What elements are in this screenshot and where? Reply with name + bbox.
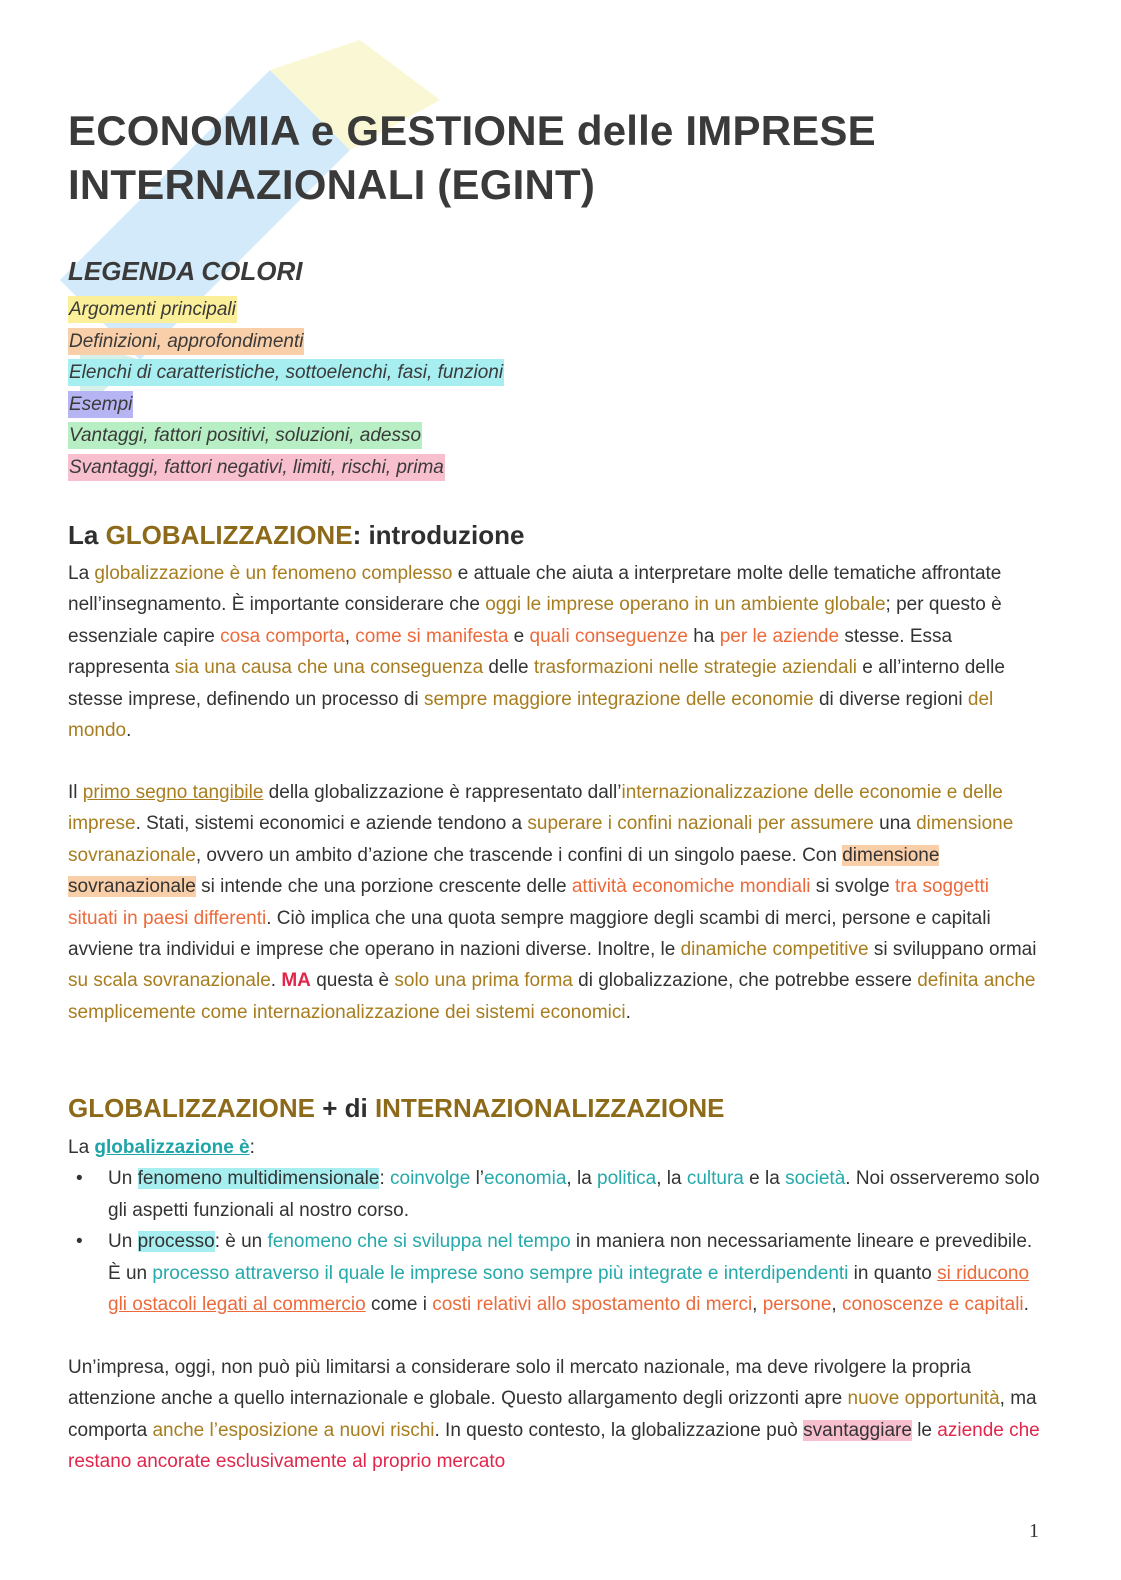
legend-item: Esempi bbox=[68, 389, 504, 421]
paragraph-opportunities: Un’impresa, oggi, non può più limitarsi a considerare solo il mercato nazionale, ma deve rivolgere la propria attenzione anche a quello internazionale e globale. Questo allargamento degli orizzonti apre nuove opportunità, ma comporta anche l’esposizione a nuovi rischi. In questo contesto, la globalizzazione può svantaggiare le aziende che restano ancorate esclusivamente al proprio mercato bbox=[68, 1357, 1040, 1473]
page-number: 1 bbox=[1029, 1520, 1039, 1542]
section-heading-globalization: GLOBALIZZAZIONE + di INTERNAZIONALIZZAZIONE bbox=[68, 1093, 725, 1123]
paragraph-internationalization: Il primo segno tangibile della globalizzazione è rappresentato dall’internazionalizzazione delle economie e delle imprese. Stati, sistemi economici e aziende tendono a superare i confini nazionali per assumere una dimensione sovranazionale, ovvero un ambito d’azione che trascende i confini di un singolo paese. Con dimensione sovranazionale si intende che una porzione crescente delle attività economiche mondiali si svolge tra soggetti situati in paesi differenti. Ciò implica che una quota sempre maggiore degli scambi di merci, persone e capitali avviene tra individui e imprese che operano in nazioni diverse. Inoltre, le dinamiche competitive si sviluppano ormai su scala sovranazionale. MA questa è solo una prima forma di globalizzazione, che potrebbe essere definita anche semplicemente come internazionalizzazione dei sistemi economici. bbox=[68, 782, 1037, 1023]
document-title: ECONOMIA e GESTIONE delle IMPRESE INTERNAZIONALI (EGINT) bbox=[68, 107, 876, 208]
paragraph-intro: La globalizzazione è un fenomeno complesso e attuale che aiuta a interpretare molte delle tematiche affrontate nell’insegnamento. È importante considerare che oggi le imprese operano in un ambiente globale; per questo è essenziale capire cosa comporta, come si manifesta e quali conseguenze ha per le aziende stesse. Essa rappresenta sia una causa che una conseguenza delle trasformazioni nelle strategie aziendali e all’interno delle stesse imprese, definendo un processo di sempre maggiore integrazione delle economie di diverse regioni del mondo. bbox=[68, 563, 1005, 742]
legend-title: LEGENDA COLORI bbox=[68, 256, 303, 286]
legend-item: Elenchi di caratteristiche, sottoelenchi, fasi, funzioni bbox=[68, 357, 504, 389]
legend-item: Vantaggi, fattori positivi, soluzioni, adesso bbox=[68, 420, 504, 452]
section-heading-intro: La GLOBALIZZAZIONE: introduzione bbox=[68, 520, 525, 550]
list-item: • Un fenomeno multidimensionale: coinvolge l’economia, la politica, la cultura e la società. Noi osserveremo solo gli aspetti funzionali al nostro corso. bbox=[68, 1163, 1043, 1226]
definition-intro: La globalizzazione è: bbox=[68, 1137, 255, 1158]
legend-item: Argomenti principali bbox=[68, 294, 504, 326]
globalization-definition bbox=[68, 1132, 1043, 1320]
legend-item: Svantaggi, fattori negativi, limiti, rischi, prima bbox=[68, 452, 504, 484]
legend-item: Definizioni, approfondimenti bbox=[68, 326, 504, 358]
color-legend bbox=[68, 294, 504, 483]
list-item: • Un processo: è un fenomeno che si sviluppa nel tempo in maniera non necessariamente lineare e prevedibile. È un processo attraverso il quale le imprese sono sempre più integrate e interdipendenti in quanto si riducono gli ostacoli legati al commercio come i costi relativi allo spostamento di merci, persone, conoscenze e capitali. bbox=[68, 1226, 1043, 1320]
definition-list bbox=[68, 1163, 1043, 1320]
